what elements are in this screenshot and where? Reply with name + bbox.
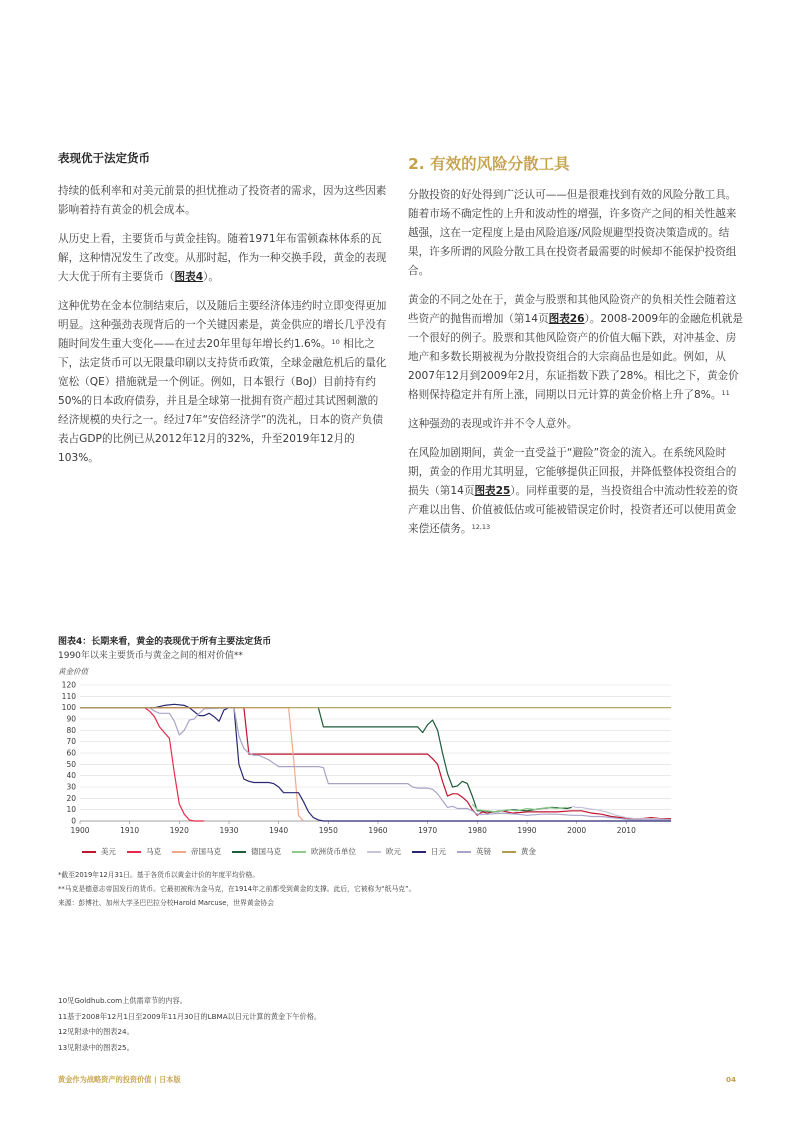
paragraph: 这种优势在金本位制结束后，以及随后主要经济体违约时立即变得更加明显。这种强劲表现背后的一个关键因素是，黄金供应的增长几乎没有随时间发生重大变化——在过去20年里每年增长约1.6%。$^{10}$ 相比之下，法定货币可以无限量印刷以支持货币政策，全球金融危机后的量化宽松（QE）措施就是一个例证。例如，日本银行（BoJ）目前持有约50%的日本政府债券，并且是全球第一批拥有资产超过其试图刺激的经济规模的央行之一。经过7年“安倍经济学”的洗礼，日本的资产负债表占GDP的比例已从2012年12月的32%，升至2019年12月的103%。 — [58, 300, 387, 464]
legend-swatch — [367, 851, 381, 853]
legend-item — [367, 846, 401, 857]
chart26-link[interactable]: 图表26 — [548, 313, 585, 325]
chart-title: 图表4：长期来看，黄金的表现优于所有主要法定货币 — [58, 637, 272, 647]
legend-item — [172, 846, 221, 857]
series-line-欧洲货币单位 — [472, 804, 566, 812]
x-tick-label: 1960 — [368, 826, 388, 835]
footnote: 10见Goldhub.com上供需章节的内容。 — [58, 996, 187, 1005]
paragraph: 这种强劲的表现或许并不令人意外。 — [408, 418, 578, 430]
footer-title: 黄金作为战略资产的投资价值 | 日本版 — [58, 1075, 181, 1084]
left-column — [58, 150, 388, 478]
y-tick-label: 70 — [66, 737, 76, 747]
x-tick-label: 1990 — [517, 826, 537, 835]
legend-label: 日元 — [431, 847, 446, 856]
legend-swatch — [412, 851, 426, 853]
line-chart — [58, 679, 748, 839]
y-tick-label: 10 — [66, 805, 76, 815]
chart-source: 来源：彭博社、加州大学圣巴巴拉分校Harold Marcuse，世界黄金协会 — [58, 899, 275, 907]
footnotes — [58, 993, 321, 1055]
y-tick-label: 110 — [61, 691, 76, 701]
y-tick-label: 100 — [61, 703, 76, 713]
x-tick-label: 1970 — [418, 826, 438, 835]
right-column — [408, 150, 744, 549]
footnote: 13见附录中的图表25。 — [58, 1042, 134, 1052]
y-tick-label: 20 — [66, 793, 76, 803]
legend-label: 德国马克 — [251, 847, 281, 856]
legend-swatch — [502, 851, 516, 853]
footnote-ref[interactable]: 12,13 — [471, 523, 491, 531]
chart-notes — [58, 868, 415, 910]
y-tick-label: 30 — [66, 782, 76, 792]
y-tick-label: 40 — [66, 771, 76, 781]
x-tick-label: 2000 — [567, 826, 587, 835]
legend-item — [502, 846, 536, 857]
legend-swatch — [292, 851, 306, 853]
legend-label: 英镑 — [476, 847, 491, 856]
legend-label: 马克 — [146, 847, 161, 856]
legend-item — [82, 846, 116, 857]
y-tick-label: 0 — [71, 816, 76, 826]
legend-item — [292, 846, 356, 857]
y-tick-label: 90 — [66, 714, 76, 724]
chart-note: **马克是德意志帝国发行的货币。它最初被称为金马克，在1914年之前都受到黄金的支撑。此后，它被称为“纸马克”。 — [58, 885, 416, 893]
x-tick-label: 2010 — [616, 826, 636, 835]
legend-swatch — [82, 851, 96, 853]
x-tick-label: 1910 — [120, 826, 140, 835]
series-line-英镑 — [80, 708, 671, 820]
chart-legend — [82, 846, 536, 857]
paragraph: 从历史上看，主要货币与黄金挂钩。随着1971年布雷顿森林体系的瓦解，这种情况发生了改变。从那时起，作为一种交换手段，黄金的表现大大优于所有主要货币（图表4）。 — [58, 233, 387, 283]
legend-swatch — [172, 851, 186, 853]
page-number: 04 — [725, 1075, 736, 1084]
chart25-link[interactable]: 图表25 — [474, 485, 511, 497]
y-tick-label: 50 — [66, 759, 76, 769]
series-line-德国马克 — [318, 708, 571, 812]
x-tick-label: 1950 — [318, 826, 338, 835]
legend-label: 帝国马克 — [191, 847, 221, 856]
footnote: 11基于2008年12月1日至2009年11月30日的LBMA以日元计算的黄金下午价格。 — [58, 1011, 322, 1021]
footnote-ref[interactable]: 11 — [721, 389, 730, 397]
legend-item — [412, 846, 446, 857]
legend-item — [127, 846, 161, 857]
legend-item — [232, 846, 281, 857]
x-tick-label: 1920 — [169, 826, 189, 835]
legend-label: 黄金 — [521, 847, 536, 856]
series-line-美元 — [80, 708, 671, 819]
legend-swatch — [457, 851, 471, 853]
legend-item — [457, 846, 491, 857]
chart-y-axis-label: 黄金价值 — [58, 667, 88, 676]
legend-swatch — [127, 851, 141, 853]
section-heading-fiat: 表现优于法定货币 — [58, 151, 150, 165]
legend-label: 欧元 — [386, 847, 401, 856]
x-tick-label: 1980 — [467, 826, 487, 835]
legend-swatch — [232, 851, 246, 853]
paragraph: 黄金的不同之处在于，黄金与股票和其他风险资产的负相关性会随着这些资产的抛售而增加（第14页图表26）。2008-2009年的金融危机就是一个很好的例子。股票和其他风险资产的价值大幅下跌，对冲基金、房地产和多数长期被视为分散投资组合的大宗商品也是如此。例如，从2007年12月到2009年2月，东证指数下跌了28%。相比之下，黄金价格则保持稳定并有所上涨，同期以日元计算的黄金价格上升了8%。$^{11}$ — [408, 294, 743, 401]
chart4-link[interactable]: 图表4 — [174, 271, 204, 283]
paragraph: 在风险加剧期间，黄金一直受益于“避险”资金的流入。在系统风险时期，黄金的作用尤其明显，它能够提供正回报，并降低整体投资组合的损失（第14页图表25）。同样重要的是，当投资组合中流动性较差的资产难以出售、价值被低估或可能被错误定价时，投资者还可以使用黄金来偿还债务。$^{12,13}$ — [408, 447, 739, 535]
legend-label: 美元 — [101, 847, 116, 856]
paragraph: 持续的低利率和对美元前景的担忧推动了投资者的需求，因为这些因素影响着持有黄金的机会成本。 — [58, 185, 387, 216]
chart-note: *截至2019年12月31日。基于各货币以黄金计价的年度平均价格。 — [58, 871, 260, 879]
x-tick-label: 1940 — [269, 826, 289, 835]
x-tick-label: 1900 — [70, 826, 90, 835]
y-tick-label: 120 — [61, 680, 76, 690]
chart-figure — [58, 634, 748, 907]
y-tick-label: 60 — [66, 748, 76, 758]
paragraph: 分散投资的好处得到广泛认可——但是很难找到有效的风险分散工具。随着市场不确定性的上升和波动性的增强，许多资产之间的相关性越来越强，这在一定程度上是由风险追逐/风险规避型投资决策造成的。结果，许多所谓的风险分散工具在投资者最需要的时候却不能保护投资组合。 — [408, 189, 737, 277]
series-line-日元 — [80, 704, 671, 821]
footnote: 12见附录中的图表24。 — [58, 1027, 134, 1036]
y-tick-label: 80 — [66, 725, 76, 735]
x-tick-label: 1930 — [219, 826, 239, 835]
chart-subtitle: 1990年以来主要货币与黄金之间的相对价值** — [58, 651, 243, 661]
footnote-ref[interactable]: 10 — [331, 338, 340, 346]
section-title-diversifier: 2. 有效的风险分散工具 — [408, 155, 570, 173]
legend-label: 欧洲货币单位 — [311, 847, 356, 856]
